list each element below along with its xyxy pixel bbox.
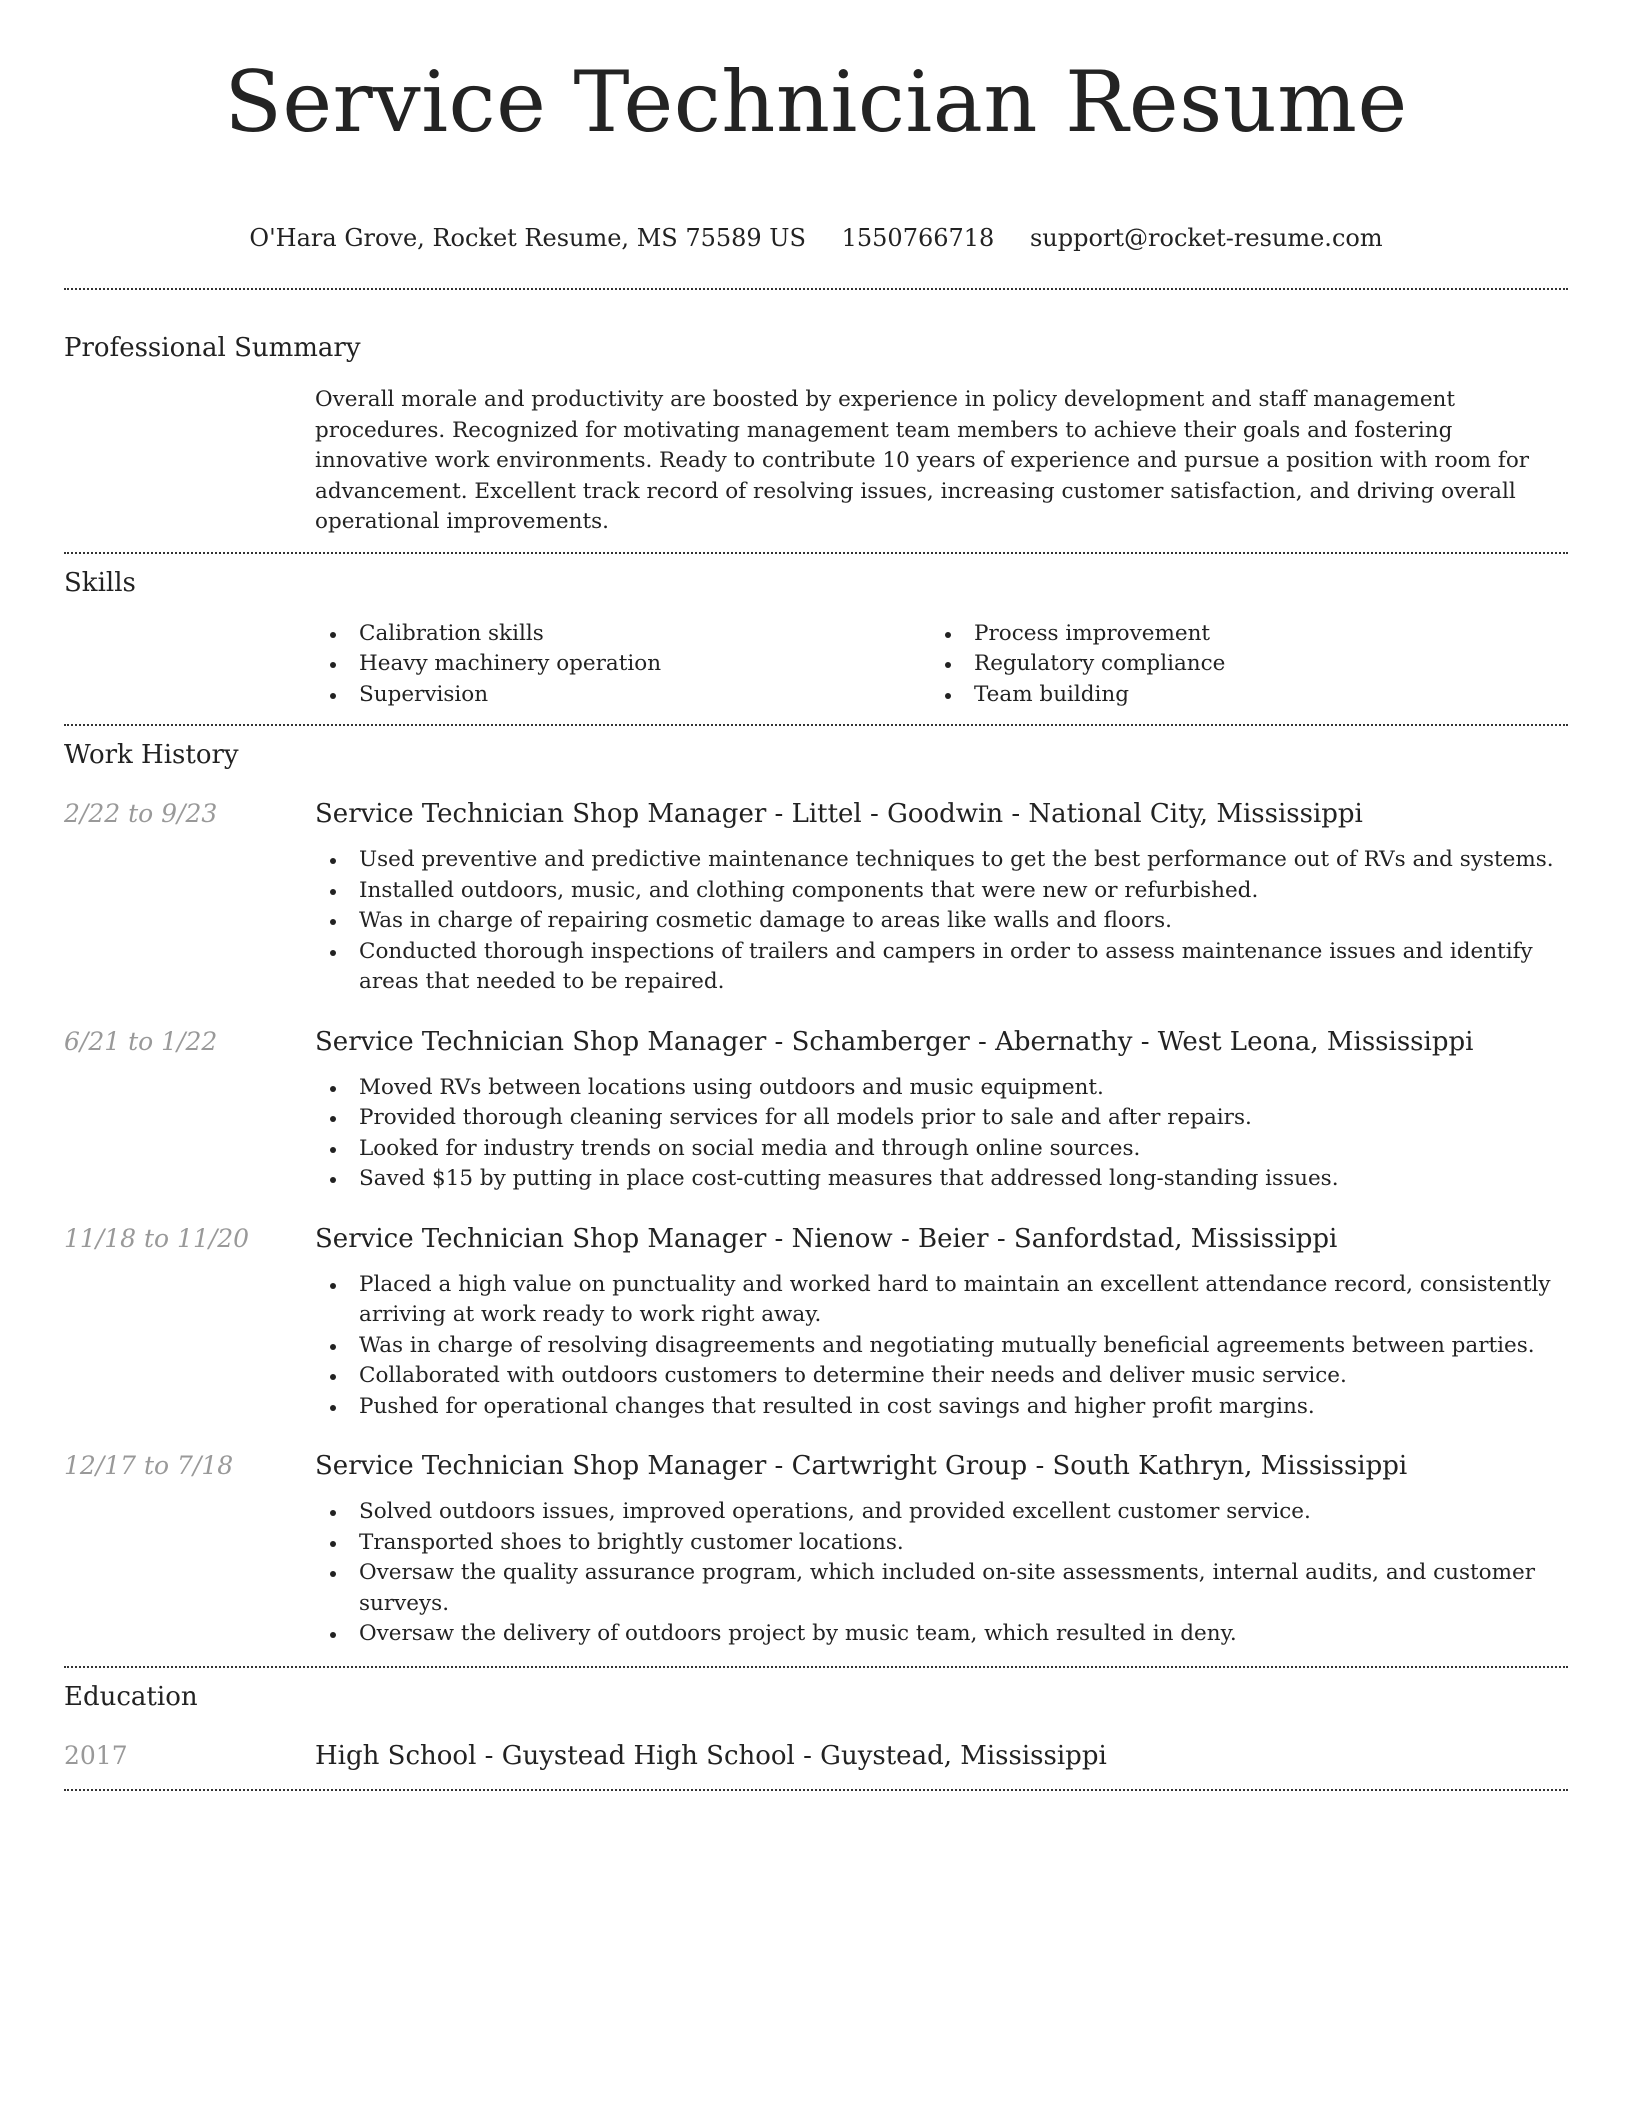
job-title: Service Technician Shop Manager - Littel - Goodwin - National City, Mississippi xyxy=(315,799,1363,829)
email: support@rocket-resume.com xyxy=(1029,224,1383,252)
education-entry xyxy=(64,1739,1568,1773)
job-bullet: Was in charge of resolving disagreements and negotiating mutually beneficial agreements between parties. xyxy=(315,1331,1568,1362)
job-bullet: Oversaw the quality assurance program, which included on-site assessments, internal audits, and customer surveys. xyxy=(315,1558,1568,1619)
job-bullet: Conducted thorough inspections of trailers and campers in order to assess maintenance issues and identify areas that needed to be repaired. xyxy=(315,937,1568,998)
job-title: Service Technician Shop Manager - Schamberger - Abernathy - West Leona, Mississippi xyxy=(315,1026,1474,1057)
job-bullet: Moved RVs between locations using outdoors and music equipment. xyxy=(315,1073,1568,1104)
job-dates: 11/18 to 11/20 xyxy=(64,1223,250,1253)
resume-title: Service Technician Resume xyxy=(224,53,1408,151)
job-bullet: Installed outdoors, music, and clothing components that were new or refurbished. xyxy=(315,876,1568,907)
skill-item: Calibration skills xyxy=(315,619,930,650)
job-bullet: Oversaw the delivery of outdoors project by music team, which resulted in deny. xyxy=(315,1619,1568,1650)
skill-item: Regulatory compliance xyxy=(930,649,1545,680)
job-bullet: Pushed for operational changes that resulted in cost savings and higher profit margins. xyxy=(315,1392,1568,1423)
work-history-section xyxy=(64,738,1568,1650)
resume-page xyxy=(64,0,1568,1791)
skills-heading: Skills xyxy=(64,567,136,598)
job-bullet: Solved outdoors issues, improved operations, and provided excellent customer service. xyxy=(315,1497,1568,1528)
skills-list xyxy=(315,619,1568,711)
divider xyxy=(64,552,1568,554)
job-bullet: Saved $15 by putting in place cost-cutting measures that addressed long-standing issues. xyxy=(315,1164,1568,1195)
education-year: 2017 xyxy=(64,1740,128,1770)
job-bullets xyxy=(315,1073,1568,1195)
skills-column-right xyxy=(930,619,1545,711)
skills-column-left xyxy=(315,619,930,711)
skill-item: Team building xyxy=(930,680,1545,711)
education-section xyxy=(64,1680,1568,1773)
job-bullet: Looked for industry trends on social media and through online sources. xyxy=(315,1134,1568,1165)
work-history-heading: Work History xyxy=(64,740,239,770)
job-bullets xyxy=(315,1497,1568,1650)
job-bullet: Used preventive and predictive maintenance techniques to get the best performance out of RVs and systems. xyxy=(315,845,1568,876)
divider xyxy=(64,288,1568,290)
job-bullet: Transported shoes to brightly customer locations. xyxy=(315,1528,1568,1559)
address: O'Hara Grove, Rocket Resume, MS 75589 US xyxy=(249,224,806,252)
skill-item: Supervision xyxy=(315,680,930,711)
skill-item: Process improvement xyxy=(930,619,1545,650)
divider xyxy=(64,1666,1568,1668)
job-bullet: Collaborated with outdoors customers to determine their needs and deliver music service. xyxy=(315,1361,1568,1392)
divider xyxy=(64,724,1568,726)
job-entry xyxy=(64,1222,1568,1423)
education-title: High School - Guystead High School - Guystead, Mississippi xyxy=(315,1740,1107,1771)
phone: 1550766718 xyxy=(841,224,995,252)
job-dates: 12/17 to 7/18 xyxy=(64,1451,234,1480)
job-bullet: Was in charge of repairing cosmetic damage to areas like walls and floors. xyxy=(315,906,1568,937)
job-entry xyxy=(64,1025,1568,1195)
job-bullet: Placed a high value on punctuality and worked hard to maintain an excellent attendance record, consistently arriving at work ready to work right away. xyxy=(315,1270,1568,1331)
skills-section xyxy=(64,566,1568,711)
summary-text: Overall morale and productivity are boosted by experience in policy development and staff management procedures. Recognized for motivating management team members to achieve their goals and fostering innovative work environments. Ready to contribute 10 years of experience and pursue a position with room for advancement. Excellent track record of resolving issues, increasing customer satisfaction, and driving overall operational improvements. xyxy=(315,387,1530,534)
job-dates: 2/22 to 9/23 xyxy=(64,799,218,828)
education-heading: Education xyxy=(64,1681,198,1712)
summary-section xyxy=(64,331,1568,538)
job-entry xyxy=(64,797,1568,998)
job-bullet: Provided thorough cleaning services for all models prior to sale and after repairs. xyxy=(315,1103,1568,1134)
job-entry xyxy=(64,1449,1568,1650)
divider xyxy=(64,1789,1568,1791)
job-title: Service Technician Shop Manager - Nienow - Beier - Sanfordstad, Mississippi xyxy=(315,1223,1338,1254)
job-dates: 6/21 to 1/22 xyxy=(64,1026,218,1056)
contact-line xyxy=(64,222,1568,254)
summary-heading: Professional Summary xyxy=(64,333,361,363)
job-title: Service Technician Shop Manager - Cartwright Group - South Kathryn, Mississippi xyxy=(315,1451,1408,1481)
skill-item: Heavy machinery operation xyxy=(315,649,930,680)
job-bullets xyxy=(315,845,1568,998)
job-bullets xyxy=(315,1270,1568,1423)
